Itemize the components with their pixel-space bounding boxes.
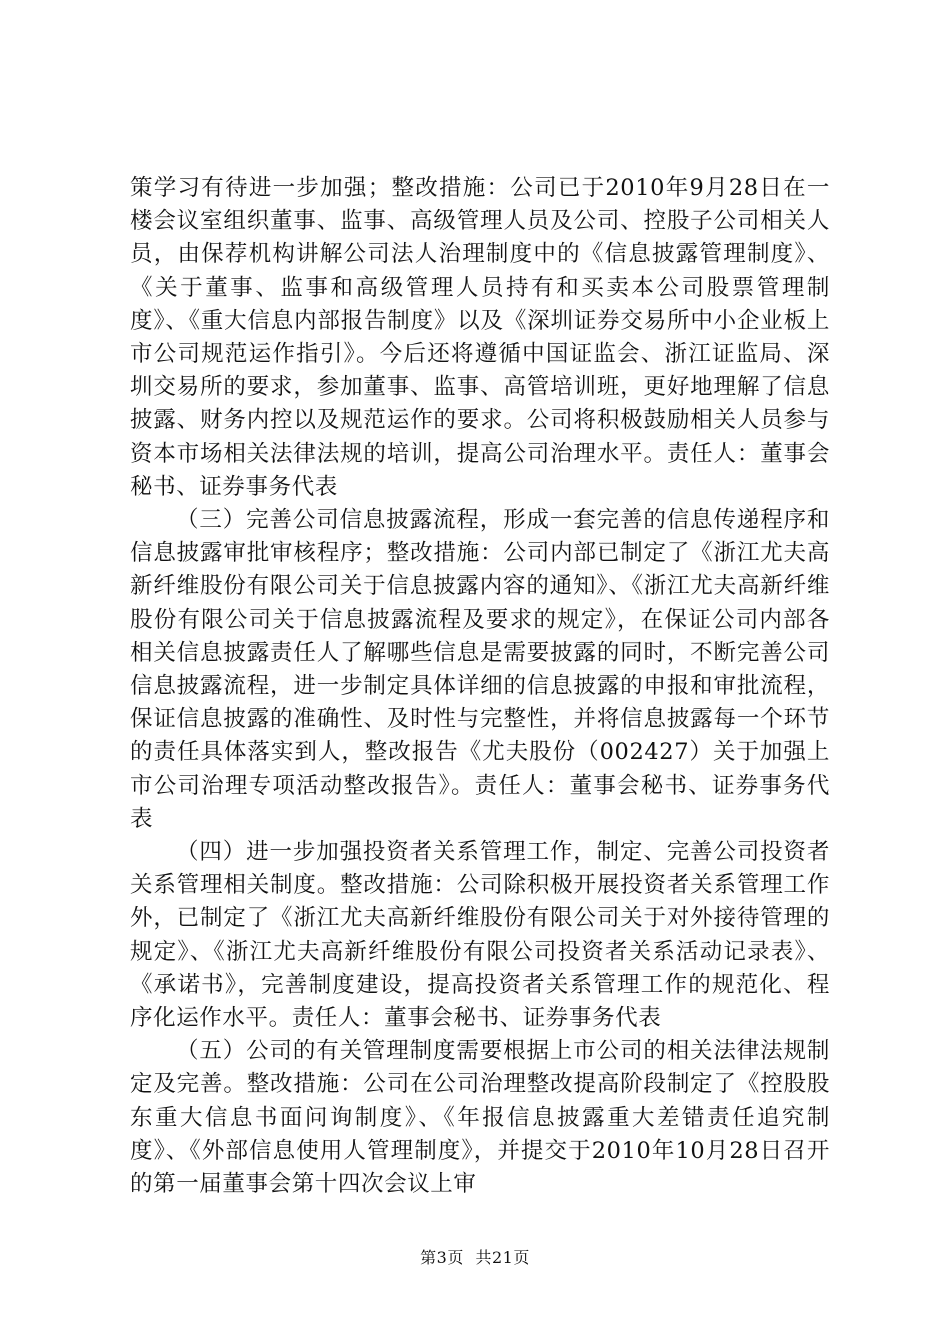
- paragraph-4: （五）公司的有关管理制度需要根据上市公司的相关法律法规制定及完善。整改措施：公司在公司治理整改提高阶段制定了《控股股东重大信息书面问询制度》、《年报信息披露重大差错责任追究制度》、《外部信息使用人管理制度》，并提交于2010年10月28日召开的第一届董事会第十四次会议上审: [130, 1038, 830, 1198]
- page-number: 第3页: [420, 1248, 464, 1267]
- page-total: 共21页: [475, 1248, 530, 1267]
- document-body: [130, 172, 830, 1201]
- paragraph-3: （四）进一步加强投资者关系管理工作，制定、完善公司投资者关系管理相关制度。整改措施：公司除积极开展投资者关系管理工作外，已制定了《浙江尤夫高新纤维股份有限公司关于对外接待管理的规定》、《浙江尤夫高新纤维股份有限公司投资者关系活动记录表》、《承诺书》，完善制度建设，提高投资者关系管理工作的规范化、程序化运作水平。责任人：董事会秘书、证券事务代表: [130, 839, 830, 1032]
- paragraph-1: 策学习有待进一步加强；整改措施：公司已于2010年9月28日在一楼会议室组织董事、监事、高级管理人员及公司、控股子公司相关人员，由保荐机构讲解公司法人治理制度中的《信息披露管理制度》、《关于董事、监事和高级管理人员持有和买卖本公司股票管理制度》、《重大信息内部报告制度》以及《深圳证券交易所中小企业板上市公司规范运作指引》。今后还将遵循中国证监会、浙江证监局、深圳交易所的要求，参加董事、监事、高管培训班，更好地理解了信息披露、财务内控以及规范运作的要求。公司将积极鼓励相关人员参与资本市场相关法律法规的培训，提高公司治理水平。责任人：董事会秘书、证券事务代表: [130, 175, 830, 500]
- paragraph-2: （三）完善公司信息披露流程，形成一套完善的信息传递程序和信息披露审批审核程序；整改措施：公司内部已制定了《浙江尤夫高新纤维股份有限公司关于信息披露内容的通知》、《浙江尤夫高新纤维股份有限公司关于信息披露流程及要求的规定》，在保证公司内部各相关信息披露责任人了解哪些信息是需要披露的同时，不断完善公司信息披露流程，进一步制定具体详细的信息披露的申报和审批流程，保证信息披露的准确性、及时性与完整性，并将信息披露每一个环节的责任具体落实到人，整改报告《尤夫股份（002427）关于加强上市公司治理专项活动整改报告》。责任人：董事会秘书、证券事务代表: [130, 507, 830, 832]
- page-footer: [0, 1245, 950, 1268]
